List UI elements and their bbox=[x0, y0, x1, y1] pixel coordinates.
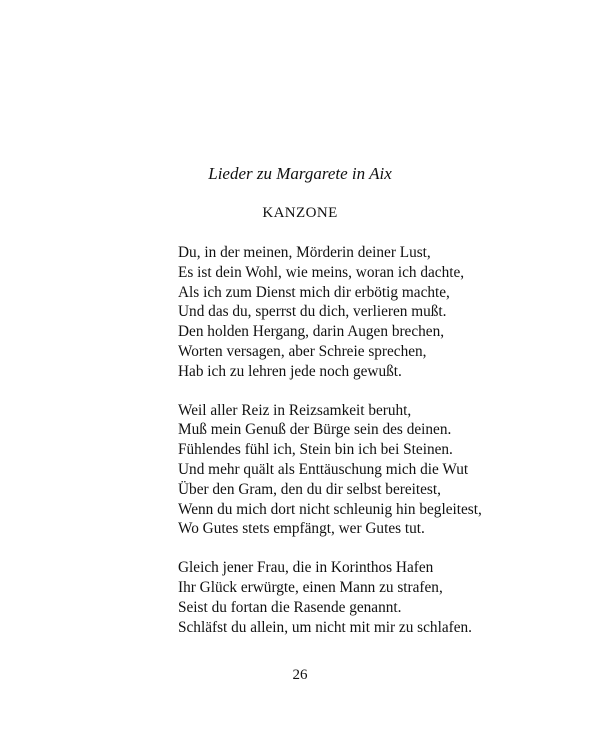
poem-line: Du, in der meinen, Mörderin deiner Lust, bbox=[178, 244, 431, 261]
poem-line: Über den Gram, den du dir selbst bereitest, bbox=[178, 480, 441, 498]
poem-line: Hab ich zu lehren jede noch gewußt. bbox=[178, 362, 402, 380]
poem-title: KANZONE bbox=[262, 205, 338, 221]
page-number: 26 bbox=[292, 667, 308, 683]
poem-line: Fühlendes fühl ich, Stein bin ich bei Steinen. bbox=[178, 441, 453, 459]
poem-body bbox=[178, 243, 578, 656]
stanza-3 bbox=[178, 558, 578, 637]
section-title: Lieder zu Margarete in Aix bbox=[208, 164, 392, 183]
poem-line: Gleich jener Frau, die in Korinthos Hafen bbox=[178, 559, 434, 577]
poem-line: Es ist dein Wohl, wie meins, woran ich dachte, bbox=[178, 263, 465, 281]
poem-line: Ihr Glück erwürgte, einen Mann zu strafen, bbox=[178, 578, 443, 596]
poem-line: Den holden Hergang, darin Augen brechen, bbox=[178, 323, 445, 341]
poem-line: Wo Gutes stets empfängt, wer Gutes tut. bbox=[178, 520, 425, 538]
poem-line: Seist du fortan die Rasende genannt. bbox=[178, 598, 402, 616]
stanza-2 bbox=[178, 401, 578, 540]
poem-line: Worten versagen, aber Schreie sprechen, bbox=[178, 342, 427, 360]
poem-line: Und das du, sperrst du dich, verlieren mußt. bbox=[178, 303, 447, 321]
poem-line: Muß mein Genuß der Bürge sein des deinen. bbox=[178, 421, 452, 439]
stanza-1 bbox=[178, 243, 578, 382]
poem-line: Und mehr quält als Enttäuschung mich die Wut bbox=[178, 460, 469, 478]
poem-line: Wenn du mich dort nicht schleunig hin begleitest, bbox=[178, 500, 482, 518]
poem-line: Schläfst du allein, um nicht mit mir zu schlafen. bbox=[178, 618, 472, 636]
poem-line: Als ich zum Dienst mich dir erbötig machte, bbox=[178, 283, 450, 301]
poem-line: Weil aller Reiz in Reizsamkeit beruht, bbox=[178, 401, 412, 419]
